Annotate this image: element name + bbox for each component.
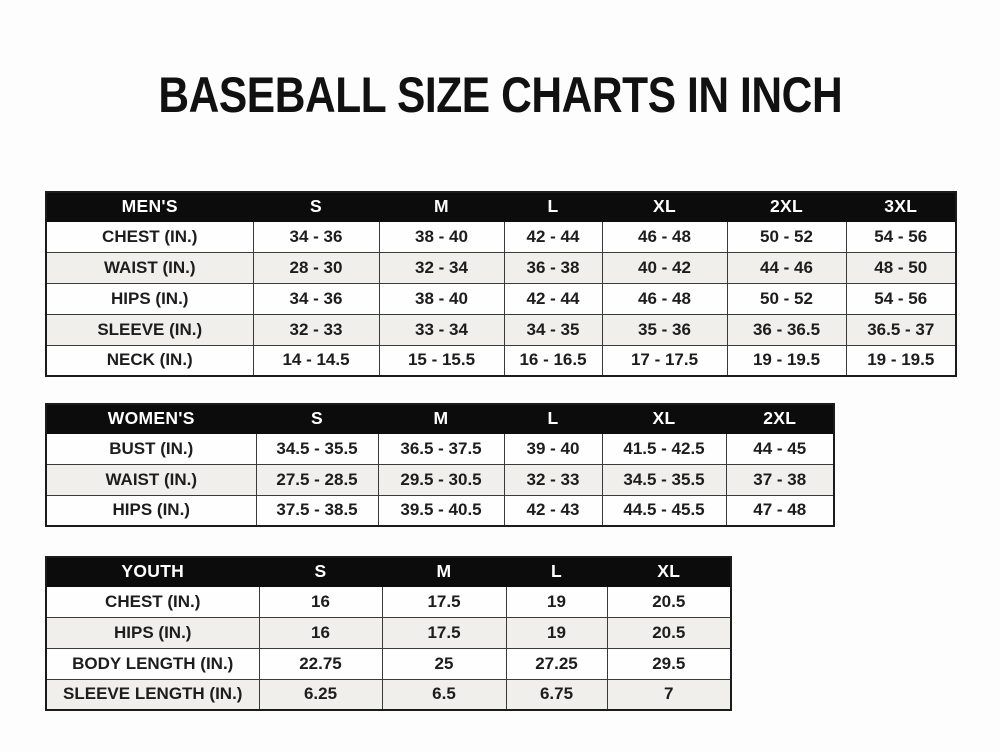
womens-group-header: WOMEN'S — [46, 404, 256, 433]
size-value-cell: 42 - 44 — [504, 221, 602, 252]
size-value-cell: 29.5 - 30.5 — [378, 464, 504, 495]
size-value-cell: 39.5 - 40.5 — [378, 495, 504, 526]
size-value-cell: 34 - 35 — [504, 314, 602, 345]
size-column-header: M — [382, 557, 506, 586]
size-value-cell: 19 - 19.5 — [846, 345, 956, 376]
size-column-header: S — [256, 404, 378, 433]
size-value-cell: 29.5 — [607, 648, 731, 679]
size-value-cell: 34 - 36 — [253, 221, 379, 252]
size-value-cell: 27.5 - 28.5 — [256, 464, 378, 495]
size-value-cell: 34.5 - 35.5 — [602, 464, 726, 495]
size-value-cell: 37.5 - 38.5 — [256, 495, 378, 526]
size-column-header: S — [253, 192, 379, 221]
mens-group-header: MEN'S — [46, 192, 253, 221]
page-title-text: BASEBALL SIZE CHARTS IN INCH — [158, 67, 842, 123]
size-value-cell: 33 - 34 — [379, 314, 504, 345]
mens-size-table — [45, 191, 957, 377]
size-value-cell: 14 - 14.5 — [253, 345, 379, 376]
measurement-row-label: HIPS (IN.) — [46, 617, 259, 648]
size-value-cell: 41.5 - 42.5 — [602, 433, 726, 464]
table-row — [46, 617, 731, 648]
size-value-cell: 42 - 44 — [504, 283, 602, 314]
size-column-header: M — [378, 404, 504, 433]
size-value-cell: 44 - 45 — [726, 433, 834, 464]
measurement-row-label: NECK (IN.) — [46, 345, 253, 376]
size-value-cell: 40 - 42 — [602, 252, 727, 283]
size-value-cell: 6.25 — [259, 679, 382, 710]
size-value-cell: 20.5 — [607, 586, 731, 617]
size-value-cell: 19 — [506, 617, 607, 648]
size-value-cell: 32 - 33 — [504, 464, 602, 495]
table-row — [46, 495, 834, 526]
table-row — [46, 314, 956, 345]
size-value-cell: 19 — [506, 586, 607, 617]
womens-header-row — [46, 404, 834, 433]
measurement-row-label: CHEST (IN.) — [46, 221, 253, 252]
size-column-header: L — [504, 192, 602, 221]
size-value-cell: 48 - 50 — [846, 252, 956, 283]
size-value-cell: 34 - 36 — [253, 283, 379, 314]
table-row — [46, 586, 731, 617]
table-row — [46, 679, 731, 710]
youth-group-header: YOUTH — [46, 557, 259, 586]
table-row — [46, 345, 956, 376]
table-row — [46, 252, 956, 283]
size-value-cell: 16 — [259, 617, 382, 648]
size-value-cell: 54 - 56 — [846, 221, 956, 252]
size-value-cell: 54 - 56 — [846, 283, 956, 314]
size-value-cell: 36 - 36.5 — [727, 314, 846, 345]
size-value-cell: 15 - 15.5 — [379, 345, 504, 376]
size-value-cell: 16 - 16.5 — [504, 345, 602, 376]
size-column-header: S — [259, 557, 382, 586]
size-value-cell: 44 - 46 — [727, 252, 846, 283]
size-value-cell: 20.5 — [607, 617, 731, 648]
table-row — [46, 648, 731, 679]
size-column-header: L — [504, 404, 602, 433]
table-row — [46, 221, 956, 252]
size-value-cell: 34.5 - 35.5 — [256, 433, 378, 464]
size-column-header: 2XL — [726, 404, 834, 433]
size-value-cell: 17 - 17.5 — [602, 345, 727, 376]
size-column-header: M — [379, 192, 504, 221]
size-column-header: 3XL — [846, 192, 956, 221]
size-value-cell: 42 - 43 — [504, 495, 602, 526]
size-value-cell: 22.75 — [259, 648, 382, 679]
measurement-row-label: SLEEVE (IN.) — [46, 314, 253, 345]
size-column-header: L — [506, 557, 607, 586]
mens-header-row — [46, 192, 956, 221]
size-column-header: XL — [607, 557, 731, 586]
womens-size-table — [45, 403, 835, 527]
size-value-cell: 35 - 36 — [602, 314, 727, 345]
measurement-row-label: BUST (IN.) — [46, 433, 256, 464]
table-row — [46, 464, 834, 495]
size-value-cell: 50 - 52 — [727, 283, 846, 314]
measurement-row-label: HIPS (IN.) — [46, 495, 256, 526]
size-value-cell: 16 — [259, 586, 382, 617]
size-value-cell: 36.5 - 37 — [846, 314, 956, 345]
size-value-cell: 17.5 — [382, 617, 506, 648]
size-value-cell: 47 - 48 — [726, 495, 834, 526]
measurement-row-label: CHEST (IN.) — [46, 586, 259, 617]
size-value-cell: 46 - 48 — [602, 221, 727, 252]
youth-size-table — [45, 556, 732, 711]
size-value-cell: 46 - 48 — [602, 283, 727, 314]
size-value-cell: 37 - 38 — [726, 464, 834, 495]
measurement-row-label: WAIST (IN.) — [46, 252, 253, 283]
measurement-row-label: SLEEVE LENGTH (IN.) — [46, 679, 259, 710]
size-value-cell: 36 - 38 — [504, 252, 602, 283]
measurement-row-label: BODY LENGTH (IN.) — [46, 648, 259, 679]
size-value-cell: 6.5 — [382, 679, 506, 710]
size-value-cell: 38 - 40 — [379, 283, 504, 314]
size-value-cell: 17.5 — [382, 586, 506, 617]
measurement-row-label: WAIST (IN.) — [46, 464, 256, 495]
table-row — [46, 433, 834, 464]
size-value-cell: 39 - 40 — [504, 433, 602, 464]
size-value-cell: 19 - 19.5 — [727, 345, 846, 376]
size-value-cell: 28 - 30 — [253, 252, 379, 283]
size-value-cell: 25 — [382, 648, 506, 679]
size-value-cell: 32 - 34 — [379, 252, 504, 283]
youth-header-row — [46, 557, 731, 586]
size-value-cell: 6.75 — [506, 679, 607, 710]
page-title — [0, 67, 1000, 123]
size-column-header: 2XL — [727, 192, 846, 221]
size-value-cell: 50 - 52 — [727, 221, 846, 252]
size-value-cell: 44.5 - 45.5 — [602, 495, 726, 526]
size-value-cell: 7 — [607, 679, 731, 710]
size-value-cell: 36.5 - 37.5 — [378, 433, 504, 464]
size-column-header: XL — [602, 404, 726, 433]
size-column-header: XL — [602, 192, 727, 221]
table-row — [46, 283, 956, 314]
size-value-cell: 38 - 40 — [379, 221, 504, 252]
size-value-cell: 27.25 — [506, 648, 607, 679]
measurement-row-label: HIPS (IN.) — [46, 283, 253, 314]
size-value-cell: 32 - 33 — [253, 314, 379, 345]
